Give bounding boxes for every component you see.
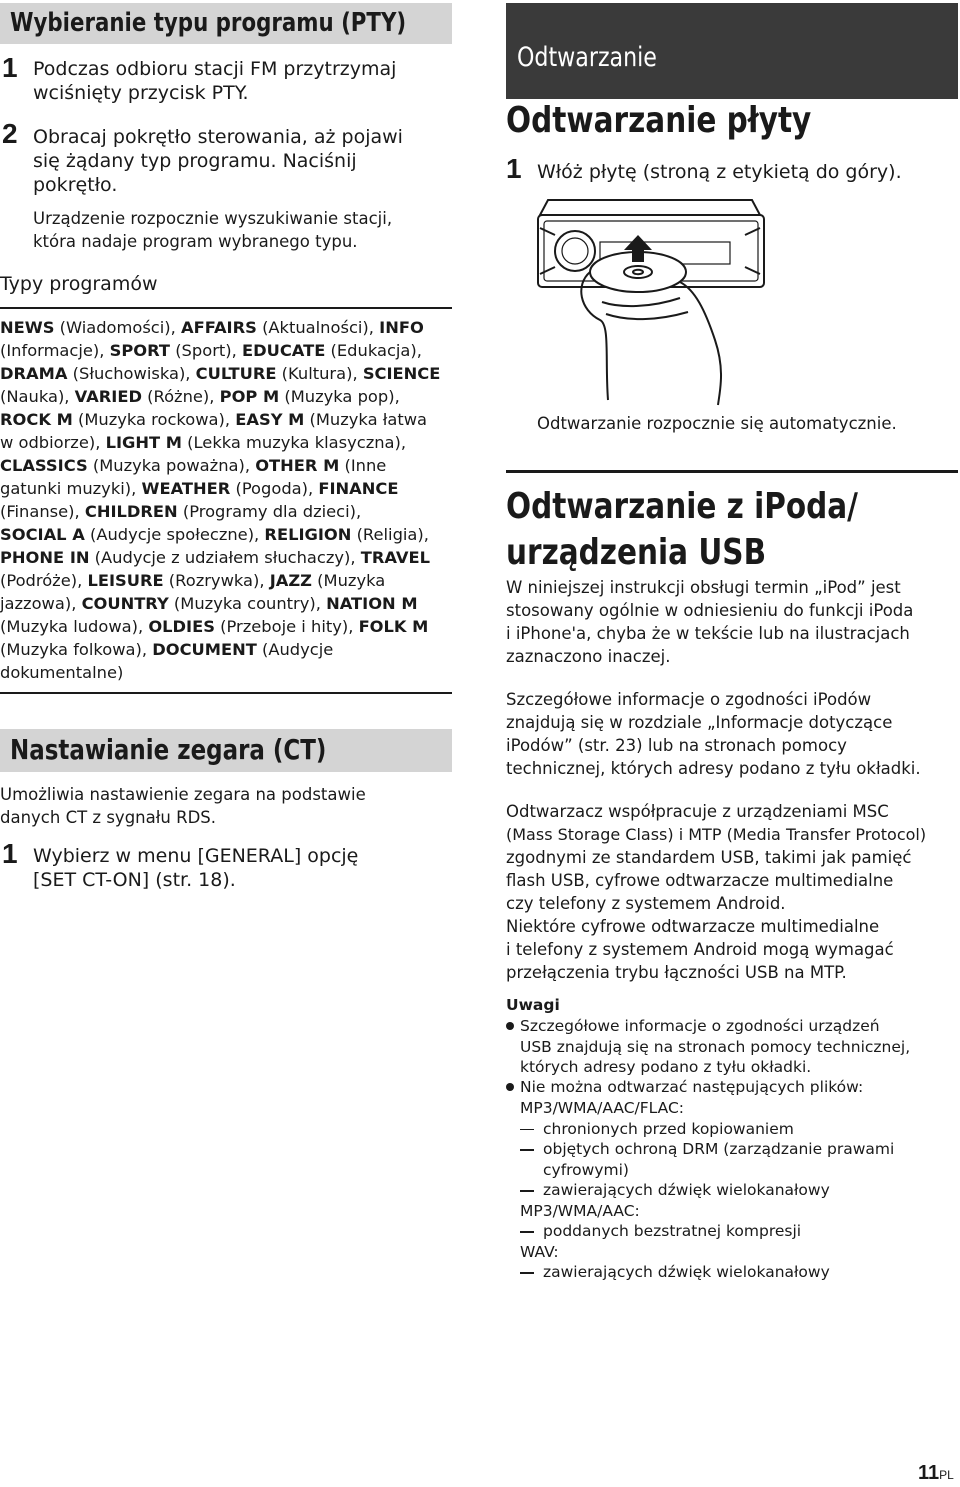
- program-types-line: [0, 385, 460, 408]
- program-type-description: (Inne: [339, 456, 387, 475]
- program-types-line: [0, 408, 460, 431]
- program-type-code: ROCK M: [0, 410, 73, 429]
- ct-section-title: Nastawianie zegara (CT): [10, 733, 327, 766]
- program-type-code: POP M: [219, 387, 280, 406]
- program-type-code: JAZZ: [269, 571, 312, 590]
- program-types-rule-bottom: [0, 692, 452, 694]
- program-type-code: TRAVEL: [360, 548, 430, 567]
- program-type-description: (Podróże),: [0, 571, 88, 590]
- unsupported-formats-list: MP3/WMA/AAC/FLAC: chronionych przed kopiowaniem objętych ochroną DRM (zarządzanie prawami cyfrowymi) zawierających dźwięk wielokanałowy MP3/WMA/AAC: poddanych bezstratnej kompresji WAV: zawierających dźwięk wielokanałowy: [520, 1099, 895, 1281]
- program-type-code: DRAMA: [0, 364, 68, 383]
- program-type-code: CHILDREN: [84, 502, 178, 521]
- ipod-paragraph-2: Szczegółowe informacje o zgodności iPodów znajdują się w rozdziale „Informacje dotyczące iPodów” (str. 23) lub na stronach pomocy technicznej, których adresy podano z tyłu okładki.: [506, 690, 921, 778]
- program-types-line: [0, 569, 460, 592]
- program-type-code: NATION M: [326, 594, 418, 613]
- program-type-description: (Sport),: [170, 341, 242, 360]
- program-type-description: (Nauka),: [0, 387, 75, 406]
- program-type-description: (Słuchowiska),: [67, 364, 196, 383]
- program-type-description: (Edukacja),: [325, 341, 422, 360]
- program-type-description: (Muzyka: [312, 571, 386, 590]
- program-type-code: DOCUMENT: [152, 640, 257, 659]
- ct-intro: Umożliwia nastawienie zegara na podstawie danych CT z sygnału RDS.: [0, 785, 366, 827]
- program-type-description: (Aktualności),: [256, 318, 380, 337]
- program-type-code: AFFAIRS: [180, 318, 257, 337]
- program-type-description: (Muzyka folkowa),: [0, 640, 153, 659]
- program-type-code: OTHER M: [255, 456, 340, 475]
- program-types-line: [0, 638, 460, 661]
- ipod-paragraph-1: W niniejszej instrukcji obsługi termin „iPod” jest stosowany ogólnie w odniesieniu do funkcji iPoda i iPhone'a, chyba że w tekście lub na ilustracjach zaznaczono inaczej.: [506, 578, 914, 666]
- program-type-code: CLASSICS: [0, 456, 88, 475]
- disc-step-1-number: 1: [506, 153, 522, 184]
- program-type-description: (Programy dla dzieci),: [177, 502, 362, 521]
- note-2: Nie można odtwarzać następujących plików:: [506, 1077, 956, 1098]
- disc-caption: Odtwarzanie rozpocznie się automatycznie.: [537, 414, 897, 433]
- program-type-description: (Muzyka pop),: [279, 387, 400, 406]
- program-types-line: [0, 454, 460, 477]
- program-type-code: INFO: [379, 318, 424, 337]
- program-type-description: (Różne),: [141, 387, 220, 406]
- program-type-code: PHONE IN: [0, 548, 90, 567]
- program-type-code: VARIED: [74, 387, 142, 406]
- disc-insert-illustration: [520, 190, 780, 410]
- program-type-code: EASY M: [235, 410, 305, 429]
- program-type-code: EDUCATE: [241, 341, 326, 360]
- notes-heading: Uwagi: [506, 996, 560, 1014]
- bullet-icon: [506, 1083, 514, 1091]
- program-type-code: COUNTRY: [81, 594, 169, 613]
- playback-banner-label: Odtwarzanie: [517, 42, 657, 73]
- program-type-code: FOLK M: [358, 617, 429, 636]
- program-types-list: [0, 316, 460, 684]
- program-type-description: (Audycje: [256, 640, 334, 659]
- program-types-line: [0, 477, 460, 500]
- program-type-code: WEATHER: [141, 479, 231, 498]
- program-type-description: (Muzyka łatwa: [304, 410, 428, 429]
- program-types-line: [0, 431, 460, 454]
- dash-icon: [520, 1129, 534, 1131]
- program-type-description: (Religia),: [351, 525, 429, 544]
- program-types-line: [0, 592, 460, 615]
- pty-step-2-text: Obracaj pokrętło sterowania, aż pojawi się żądany typ programu. Naciśnij pokrętło.: [33, 126, 403, 196]
- program-type-description: gatunki muzyki),: [0, 479, 142, 498]
- program-type-description: (Audycje z udziałem słuchaczy),: [89, 548, 361, 567]
- note-1: Szczegółowe informacje o zgodności urządzeń USB znajdują się na stronach pomocy technicznej, których adresy podano z tyłu okładki.: [506, 1016, 956, 1078]
- program-type-code: SOCIAL A: [0, 525, 85, 544]
- dash-icon: [520, 1190, 534, 1192]
- ipod-section-rule: [506, 470, 958, 473]
- pty-step-2-note: Urządzenie rozpocznie wyszukiwanie stacji, która nadaje program wybranego typu.: [33, 209, 393, 251]
- pty-step-2-number: 2: [2, 118, 18, 149]
- program-types-line: [0, 500, 460, 523]
- program-type-description: (Audycje społeczne),: [84, 525, 265, 544]
- program-type-description: w odbiorze),: [0, 433, 106, 452]
- program-type-code: LEISURE: [87, 571, 164, 590]
- program-types-rule-top: [0, 307, 452, 309]
- program-type-description: dokumentalne): [0, 663, 124, 682]
- disc-playback-title: Odtwarzanie płyty: [506, 100, 812, 141]
- ct-step-1-text: Wybierz w menu [GENERAL] opcję [SET CT-ON] (str. 18).: [33, 845, 359, 891]
- disc-step-1-text: Włóż płytę (stroną z etykietą do góry).: [537, 161, 902, 183]
- program-type-description: jazzowa),: [0, 594, 82, 613]
- program-type-description: (Kultura),: [276, 364, 363, 383]
- program-types-heading: Typy programów: [0, 273, 158, 295]
- program-type-code: OLDIES: [148, 617, 215, 636]
- program-type-description: (Finanse),: [0, 502, 85, 521]
- pty-step-1-text: Podczas odbioru stacji FM przytrzymaj wciśnięty przycisk PTY.: [33, 58, 397, 104]
- usb-compatibility-paragraph: Odtwarzacz współpracuje z urządzeniami MSC (Mass Storage Class) i MTP (Media Transfer Protocol) zgodnymi ze standardem USB, takimi jak pamięć flash USB, cyfrowe odtwarzacze multimedialne czy telefony z systemem Android. Niektóre cyfrowe odtwarzacze multimedialne i telefony z systemem Android mogą wymagać przełączenia trybu łączności USB na MTP.: [506, 802, 927, 982]
- program-type-description: (Pogoda),: [230, 479, 319, 498]
- program-type-description: (Muzyka poważna),: [87, 456, 256, 475]
- program-type-description: (Informacje),: [0, 341, 110, 360]
- program-type-description: (Muzyka ludowa),: [0, 617, 149, 636]
- program-type-description: (Wiadomości),: [54, 318, 181, 337]
- bullet-icon: [506, 1022, 514, 1030]
- program-types-line: [0, 523, 460, 546]
- dash-icon: [520, 1149, 534, 1151]
- page-number: 11PL: [918, 1462, 954, 1484]
- program-type-description: (Przeboje i hity),: [214, 617, 359, 636]
- program-type-description: (Lekka muzyka klasyczna),: [181, 433, 407, 452]
- program-type-code: SPORT: [109, 341, 171, 360]
- program-types-line: [0, 362, 460, 385]
- program-type-code: RELIGION: [264, 525, 352, 544]
- ct-step-1-number: 1: [2, 838, 18, 869]
- program-types-line: [0, 316, 460, 339]
- program-type-code: LIGHT M: [105, 433, 182, 452]
- program-types-line: [0, 339, 460, 362]
- dash-icon: [520, 1272, 534, 1274]
- program-type-description: (Muzyka rockowa),: [72, 410, 236, 429]
- ipod-usb-title: Odtwarzanie z iPoda/ urządzenia USB: [506, 486, 858, 573]
- pty-step-1-number: 1: [2, 52, 18, 83]
- pty-section-title: Wybieranie typu programu (PTY): [10, 8, 407, 38]
- program-type-code: CULTURE: [195, 364, 277, 383]
- program-type-description: (Muzyka country),: [168, 594, 327, 613]
- program-types-line: [0, 661, 460, 684]
- program-types-line: [0, 546, 460, 569]
- program-type-description: (Rozrywka),: [163, 571, 270, 590]
- program-type-code: FINANCE: [318, 479, 399, 498]
- program-type-code: SCIENCE: [362, 364, 441, 383]
- program-type-code: NEWS: [0, 318, 55, 337]
- dash-icon: [520, 1231, 534, 1233]
- program-types-line: [0, 615, 460, 638]
